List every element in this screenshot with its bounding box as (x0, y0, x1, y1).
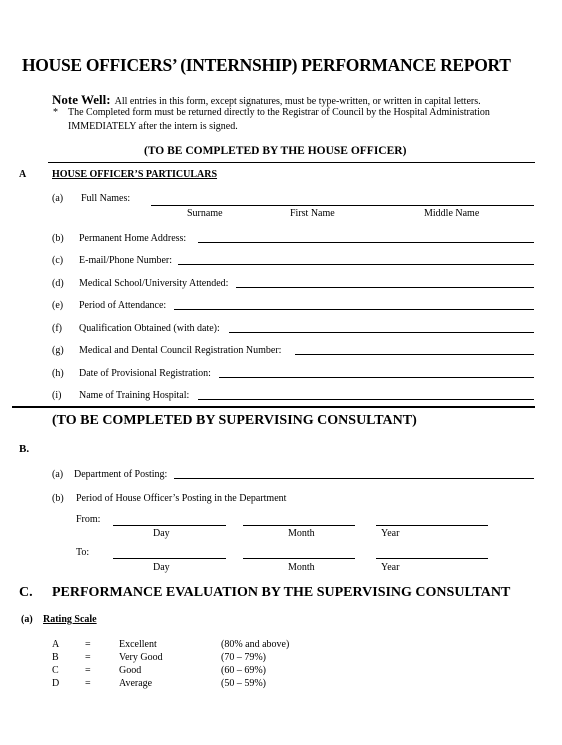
period-attendance-field[interactable] (174, 309, 534, 310)
note-text: All entries in this form, except signatures, must be type-written, or written in capital letters. (114, 96, 481, 107)
note-bullet: * (53, 107, 58, 118)
qualification-label: Qualification Obtained (with date): (79, 323, 220, 334)
field-mark-g: (g) (52, 345, 64, 356)
surname-label: Surname (187, 208, 223, 219)
rating-description: Very Good (119, 652, 163, 663)
rating-description: Good (119, 665, 142, 676)
rating-range: (50 – 59%) (221, 678, 266, 689)
qualification-field[interactable] (229, 332, 534, 333)
to-year-label: Year (381, 562, 400, 573)
medical-school-label: Medical School/University Attended: (79, 278, 229, 289)
home-address-label: Permanent Home Address: (79, 233, 187, 244)
from-year-field[interactable] (376, 525, 488, 526)
training-hospital-label: Name of Training Hospital: (79, 390, 190, 401)
note-line-2: IMMEDIATELY after the intern is signed. (68, 121, 238, 132)
provisional-registration-field[interactable] (219, 377, 534, 378)
rating-mark: (a) (21, 614, 33, 625)
rating-description: Excellent (119, 639, 157, 650)
rating-range: (60 – 69%) (221, 665, 266, 676)
posting-period-label: Period of House Officer’s Posting in the Department (76, 493, 287, 504)
from-day-label: Day (153, 528, 170, 539)
rating-range: (70 – 79%) (221, 652, 266, 663)
note-line-1: The Completed form must be returned directly to the Registrar of Council by the Hospital Administration (68, 107, 490, 118)
registration-number-label: Medical and Dental Council Registration Number: (79, 345, 282, 356)
to-day-label: Day (153, 562, 170, 573)
rating-grade: A (52, 639, 60, 650)
section-c-heading: PERFORMANCE EVALUATION BY THE SUPERVISING CONSULTANT (52, 585, 511, 600)
rating-grade: B (52, 652, 59, 663)
section-a-heading: HOUSE OFFICER’S PARTICULARS (52, 169, 218, 180)
rating-equals: = (85, 678, 91, 689)
from-label: From: (76, 514, 101, 525)
period-attendance-label: Period of Attendance: (79, 300, 167, 311)
department-posting-label: Department of Posting: (74, 469, 168, 480)
rating-equals: = (85, 639, 91, 650)
from-year-label: Year (381, 528, 400, 539)
middle-name-label: Middle Name (424, 208, 480, 219)
rating-range: (80% and above) (221, 639, 290, 650)
consultant-banner: (TO BE COMPLETED BY SUPERVISING CONSULTANT) (52, 413, 417, 428)
posting-mark: (a) (52, 469, 64, 480)
period-mark: (b) (52, 493, 64, 504)
section-a-letter: A (19, 169, 27, 180)
field-mark-c: (c) (52, 255, 64, 266)
rating-description: Average (119, 678, 153, 689)
section-c-letter: C. (19, 585, 33, 600)
field-mark-i: (i) (52, 390, 62, 401)
banner-underline (48, 162, 535, 163)
field-mark-h: (h) (52, 368, 64, 379)
from-month-label: Month (288, 528, 315, 539)
field-mark-a: (a) (52, 193, 64, 204)
email-phone-field[interactable] (178, 264, 534, 265)
rating-scale-label: Rating Scale (43, 614, 97, 625)
to-label: To: (76, 547, 90, 558)
to-month-field[interactable] (243, 558, 355, 559)
rating-grade: D (52, 678, 60, 689)
registration-number-field[interactable] (295, 354, 534, 355)
home-address-field[interactable] (198, 242, 534, 243)
section-divider (12, 406, 535, 408)
provisional-registration-label: Date of Provisional Registration: (79, 368, 211, 379)
from-month-field[interactable] (243, 525, 355, 526)
full-names-label: Full Names: (81, 193, 131, 204)
page-title: HOUSE OFFICERS’ (INTERNSHIP) PERFORMANCE REPORT (22, 55, 511, 75)
first-name-label: First Name (290, 208, 335, 219)
medical-school-field[interactable] (236, 287, 534, 288)
to-day-field[interactable] (113, 558, 226, 559)
from-day-field[interactable] (113, 525, 226, 526)
house-officer-banner: (TO BE COMPLETED BY THE HOUSE OFFICER) (144, 145, 407, 157)
field-mark-f: (f) (52, 323, 62, 334)
to-month-label: Month (288, 562, 315, 573)
rating-equals: = (85, 652, 91, 663)
rating-grade: C (52, 665, 59, 676)
note-label: Note Well: (52, 92, 111, 107)
training-hospital-field[interactable] (198, 399, 534, 400)
section-b-letter: B. (19, 443, 30, 455)
to-year-field[interactable] (376, 558, 488, 559)
field-mark-d: (d) (52, 278, 64, 289)
full-names-field[interactable] (151, 205, 534, 206)
field-mark-e: (e) (52, 300, 64, 311)
rating-equals: = (85, 665, 91, 676)
department-posting-field[interactable] (174, 478, 534, 479)
email-phone-label: E-mail/Phone Number: (79, 255, 173, 266)
field-mark-b: (b) (52, 233, 64, 244)
